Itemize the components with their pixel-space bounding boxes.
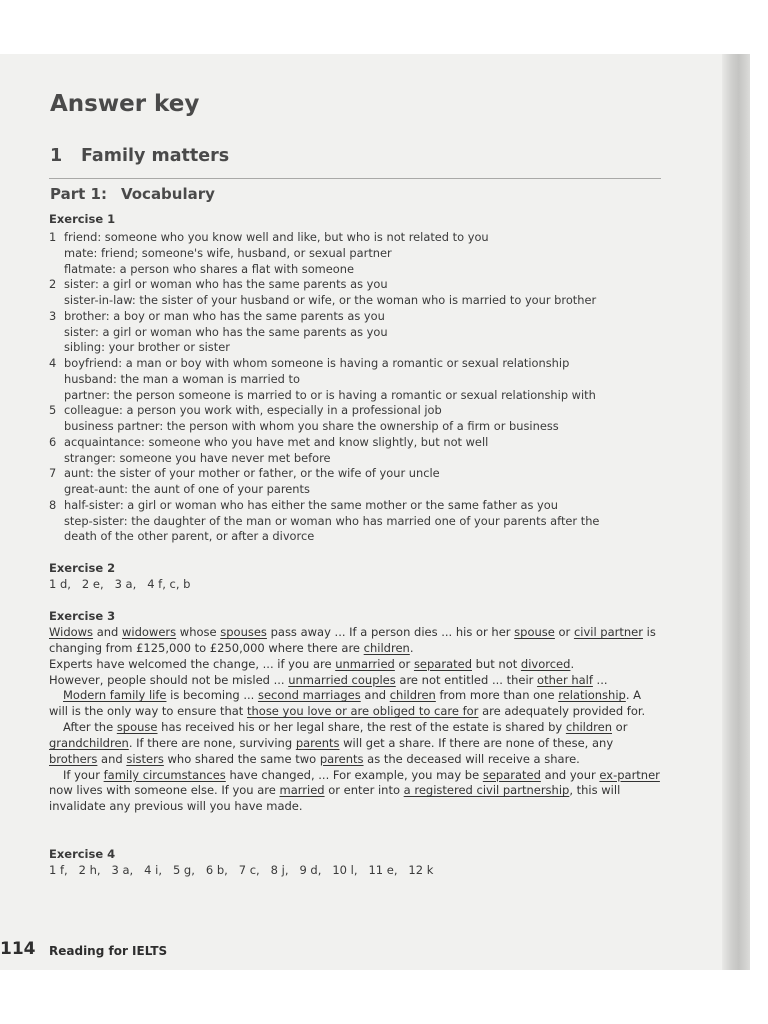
underlined-term: Modern family life [63, 688, 167, 703]
text-segment: If your [63, 767, 104, 782]
chapter-divider [49, 178, 661, 179]
book-title: Reading for IELTS [49, 944, 168, 958]
underlined-term: sisters [126, 751, 164, 766]
text-segment: . [409, 640, 414, 655]
page-title: Answer key [50, 91, 200, 117]
underlined-term: children [389, 688, 436, 703]
part-title: Vocabulary [120, 185, 215, 203]
text-segment: will get a share. If there are none of these, any [339, 735, 614, 750]
definition-line: stranger: someone you have never met before [64, 450, 331, 465]
part-label: Part 1: [50, 185, 107, 203]
definition-line: partner: the person someone is married to or is having a romantic or sexual relationship with [64, 387, 596, 402]
underlined-term: children [565, 720, 613, 735]
item-number: 8 [49, 497, 57, 512]
exercise-3-paragraph [49, 768, 661, 816]
definition-line: step-sister: the daughter of the man or woman who has married one of your parents after the [64, 513, 600, 528]
text-segment: . [570, 656, 575, 671]
underlined-term: children [363, 640, 410, 655]
definition-line: sibling: your brother or sister [64, 340, 230, 355]
definition-line: colleague: a person you work with, especially in a professional job [64, 403, 442, 418]
underlined-term: second marriages [257, 688, 361, 703]
underlined-term: ex-partner [599, 767, 660, 782]
exercise-1-heading: Exercise 1 [49, 212, 116, 226]
item-number: 2 [49, 277, 57, 292]
underlined-term: family circumstances [103, 767, 226, 782]
underlined-term: a registered civil partnership [403, 783, 570, 798]
definition-line: brother: a boy or man who has the same parents as you [64, 308, 385, 323]
exercise-1-item [49, 309, 669, 356]
text-segment: and [360, 688, 390, 703]
text-segment: as the deceased will receive a share. [363, 751, 580, 766]
underlined-term: unmarried couples [288, 672, 396, 687]
underlined-term: relationship [558, 688, 626, 703]
exercise-3-paragraph [49, 657, 661, 673]
text-segment: or [554, 625, 574, 639]
item-number: 3 [49, 308, 57, 323]
text-segment: is becoming ... [166, 688, 258, 703]
definition-line: death of the other parent, or after a divorce [64, 529, 315, 544]
exercise-3-paragraph [49, 720, 661, 768]
text-segment: or [394, 656, 414, 671]
text-segment: or enter into [324, 783, 404, 798]
text-segment: have changed, ... For example, you may be [225, 767, 483, 782]
text-segment: However, people should not be misled ... [49, 672, 289, 687]
text-segment: is changing from £125,000 to £250,000 where there are [49, 625, 656, 655]
underlined-term: married [279, 783, 325, 798]
underlined-term: widowers [122, 625, 177, 639]
definition-line: sister-in-law: the sister of your husband or wife, or the woman who is married to your brother [64, 293, 597, 307]
exercise-3-paragraph [49, 625, 661, 657]
text-segment: and [97, 751, 127, 766]
exercise-1-item [49, 230, 669, 277]
exercise-1-item [49, 466, 669, 498]
text-segment: who shared the same two [163, 751, 320, 766]
item-number: 5 [49, 403, 57, 418]
exercise-1-item [49, 356, 669, 403]
exercise-2-answers: 1 d, 2 e, 3 a, 4 f, c, b [49, 577, 191, 591]
exercise-1-list [49, 230, 669, 545]
definition-line: boyfriend: a man or boy with whom someone is having a romantic or sexual relationship [64, 356, 570, 370]
underlined-term: parents [295, 735, 340, 750]
underlined-term: those you love or are obliged to care for [246, 704, 479, 719]
text-segment: , this will invalidate any previous will you have made. [49, 783, 621, 814]
exercise-1-item [49, 403, 669, 435]
chapter-heading [50, 146, 229, 166]
definition-line: flatmate: a person who shares a flat with someone [64, 261, 354, 276]
underlined-term: spouses [220, 625, 267, 639]
text-segment: . If there are none, surviving [128, 735, 296, 750]
exercise-1-item [49, 277, 669, 309]
item-number: 1 [49, 230, 57, 244]
underlined-term: civil partner [573, 625, 643, 639]
text-segment: and your [540, 767, 600, 782]
definition-line: business partner: the person with whom you share the ownership of a firm or business [64, 419, 559, 433]
text-segment: but not [472, 656, 521, 671]
chapter-number: 1 [50, 146, 63, 166]
book-spine-shadow [722, 54, 750, 970]
item-number: 4 [49, 356, 57, 370]
underlined-term: brothers [49, 751, 98, 766]
exercise-1-item [49, 498, 669, 545]
text-segment: pass away ... If a person dies ... his or her [266, 625, 515, 639]
exercise-4-heading: Exercise 4 [49, 847, 116, 861]
definition-line: sister: a girl or woman who has the same parents as you [64, 324, 388, 339]
underlined-term: other half [537, 672, 593, 687]
exercise-3-heading: Exercise 3 [49, 609, 116, 623]
underlined-term: spouse [514, 625, 555, 639]
exercise-1-item [49, 435, 669, 467]
definition-line: friend: someone who you know well and like, but who is not related to you [64, 230, 489, 244]
text-segment: now lives with someone else. If you are [49, 783, 280, 798]
text-segment: Experts have welcomed the change, ... if you are [49, 656, 336, 671]
exercise-3-paragraph [49, 688, 661, 720]
text-segment: from more than one [435, 688, 559, 703]
underlined-term: parents [319, 751, 364, 766]
definition-line: mate: friend; someone's wife, husband, or sexual partner [64, 245, 392, 260]
text-segment: After the [63, 720, 117, 735]
underlined-term: grandchildren [49, 735, 129, 750]
item-number: 6 [49, 434, 57, 449]
text-segment: and [93, 625, 122, 639]
definition-line: husband: the man a woman is married to [64, 371, 300, 386]
exercise-4-answers: 1 f, 2 h, 3 a, 4 i, 5 g, 6 b, 7 c, 8 j, 9 d, 10 l, 11 e, 12 k [49, 863, 434, 877]
item-number: 7 [49, 466, 57, 481]
text-segment: has received his or her legal share, the rest of the estate is shared by [157, 720, 566, 735]
underlined-term: separated [482, 767, 541, 782]
part-heading [50, 185, 215, 203]
exercise-3-text [49, 625, 661, 815]
underlined-term: spouse [116, 720, 158, 735]
definition-line: great-aunt: the aunt of one of your parents [64, 482, 310, 496]
text-segment: . A will is the only way to ensure that [49, 688, 642, 719]
definition-line: aunt: the sister of your mother or father, or the wife of your uncle [64, 466, 440, 481]
exercise-3-paragraph [49, 673, 661, 689]
text-segment: or [612, 720, 628, 735]
underlined-term: Widows [49, 625, 94, 639]
definition-line: sister: a girl or woman who has the same parents as you [64, 277, 388, 292]
text-segment: are adequately provided for. [478, 704, 646, 719]
chapter-title: Family matters [81, 146, 230, 166]
text-segment: whose [176, 625, 221, 639]
page-number: 114 [0, 939, 36, 959]
underlined-term: unmarried [335, 656, 395, 671]
underlined-term: separated [413, 656, 473, 671]
text-segment: are not entitled ... their [395, 672, 538, 687]
definition-line: half-sister: a girl or woman who has either the same mother or the same father as you [64, 497, 558, 512]
exercise-2-heading: Exercise 2 [49, 561, 116, 575]
underlined-term: divorced [520, 656, 571, 671]
text-segment: ... [592, 672, 608, 687]
definition-line: acquaintance: someone who you have met and know slightly, but not well [64, 434, 489, 449]
